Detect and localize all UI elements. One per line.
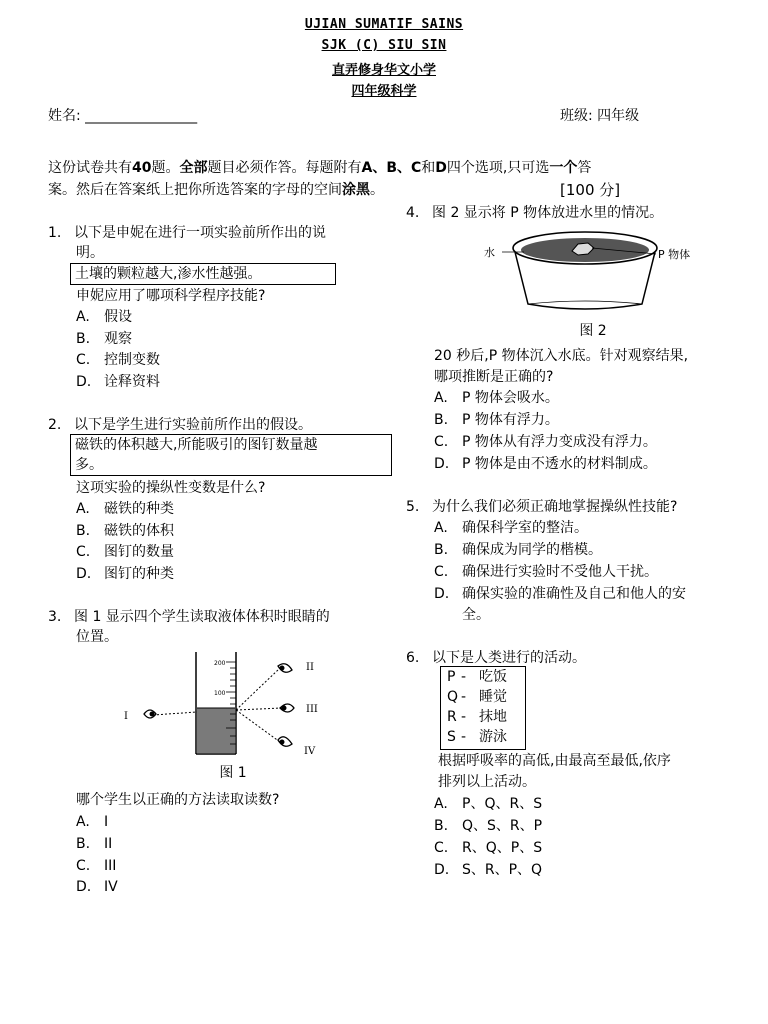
option-text: P 物体有浮力。 [462,412,559,428]
option-text: P 物体从有浮力变成没有浮力。 [462,434,657,450]
q1-option-b[interactable] [76,329,132,349]
instr-shade: 涂黑 [342,182,370,198]
instr-text: 案。然后在答案纸上把你所选答案的字母的空间 [48,182,342,198]
option-key: C. [434,564,449,580]
instr-all: 全部 [179,160,208,176]
option-key: D. [434,862,450,878]
instr-text: 这份试卷共有 [48,160,132,176]
school-name: SJK (C) SIU SIN [321,38,447,53]
question-number: 2. [48,417,62,433]
option-text: 图钉的种类 [104,566,174,582]
q3-option-d[interactable] [76,877,118,897]
option-text: 确保实验的准确性及自己和他人的安 [462,586,686,602]
option-key: A. [76,814,90,830]
q6-stem-text: 以下是人类进行的活动。 [432,650,586,666]
q1-question: 申妮应用了哪项科学程序技能? [76,288,266,304]
q5-option-d[interactable] [434,584,686,604]
q6-question-cont: 排列以上活动。 [438,774,536,790]
q2-stem [48,415,312,435]
q2-hypothesis-box [70,434,392,476]
tick-100: 100 [214,690,226,697]
option-text: I [104,814,109,830]
question-number: 3. [48,609,62,625]
option-text: 磁铁的体积 [104,523,174,539]
option-key: D. [76,374,92,390]
q2-box-line: 多。 [75,457,103,473]
q5-option-c[interactable] [434,562,658,582]
tick-200: 200 [214,660,226,667]
q4-question-cont: 哪项推断是正确的? [434,369,554,385]
option-text: 确保科学室的整洁。 [462,520,588,536]
activity-item [441,707,525,727]
q2-question: 这项实验的操纵性变数是什么? [76,480,266,496]
q1-option-c[interactable] [76,350,160,370]
option-text: 磁铁的种类 [104,501,174,517]
activity-item [441,667,525,687]
option-text: 确保成为同学的楷模。 [462,542,602,558]
option-text: P 物体是由不透水的材料制成。 [462,456,657,472]
q2-option-b[interactable] [76,521,174,541]
eye-label-iv: IV [304,746,316,757]
option-key: A. [76,309,90,325]
q4-option-b[interactable] [434,410,559,430]
figure-1-cylinder-diagram [118,648,328,760]
option-text: 诠释资料 [104,374,160,390]
activity-key: Q [447,689,459,705]
q1-stem [48,223,326,243]
q2-option-a[interactable] [76,499,174,519]
instr-count: 40 [132,160,152,176]
option-key: A. [76,501,90,517]
figure-2-basin-diagram [480,224,690,316]
eye-icon [280,704,294,712]
option-text: IV [104,879,118,895]
instr-option-d: D [435,160,447,176]
option-key: C. [76,352,91,368]
figure-1-caption: 图 1 [219,765,247,781]
figure-2-caption: 图 2 [579,323,607,339]
question-number: 6. [406,650,420,666]
q6-option-b[interactable] [434,816,542,836]
instr-text: 题目必须作答。每题附有 [207,160,362,176]
q3-option-b[interactable] [76,834,112,854]
q5-stem-text: 为什么我们必须正确地掌握操纵性技能? [432,499,678,515]
question-number: 5. [406,499,420,515]
option-text: Q、S、R、P [462,818,543,834]
q4-option-d[interactable] [434,454,657,474]
q3-option-a[interactable] [76,812,108,832]
q1-stem-cont: 明。 [76,245,104,261]
q4-option-c[interactable] [434,432,657,452]
option-key: C. [76,544,91,560]
instr-text: 。 [370,182,384,198]
name-label: 姓名: [48,108,81,124]
activity-key: S [447,729,456,745]
q5-option-b[interactable] [434,540,602,560]
activity-item [441,727,525,747]
instructions-line-2 [48,180,384,200]
name-blank: ________________ [85,108,198,124]
option-key: C. [76,858,91,874]
activity-text: 抹地 [479,709,507,725]
q2-option-c[interactable] [76,542,174,562]
option-text: 假设 [104,309,132,325]
q1-option-a[interactable] [76,307,132,327]
instr-text: 四个选项,只可选 [446,160,550,176]
class-label: 班级: 四年级 [560,108,640,124]
q6-question: 根据呼吸率的高低,由最高至最低,依序 [438,753,671,769]
grade-subject: 四年级科学 [351,84,417,99]
instr-options: A、B、C [361,160,422,176]
eye-label-ii: II [306,662,314,673]
total-marks: [100 分] [560,181,621,199]
question-number: 4. [406,205,420,221]
q5-option-d-cont: 全。 [462,607,490,623]
eye-icon [278,664,292,673]
option-text: R、Q、P、S [462,840,543,856]
q2-stem-text: 以下是学生进行实验前所作出的假设。 [74,417,312,433]
label-object-p: P 物体 [658,248,690,261]
option-key: D. [76,566,92,582]
label-water: 水 [484,246,495,259]
q5-option-a[interactable] [434,518,588,538]
option-key: B. [76,523,91,539]
option-key: D. [76,879,92,895]
q2-box-line: 磁铁的体积越大,所能吸引的图钉数量越 [75,437,318,453]
option-text: S、R、P、Q [462,862,543,878]
exam-title: UJIAN SUMATIF SAINS [304,17,464,32]
option-key: B. [434,818,449,834]
activity-dash: - [461,729,467,745]
option-key: A. [434,796,448,812]
eye-icon [278,737,292,746]
option-text: P 物体会吸水。 [462,390,559,406]
option-key: D. [434,586,450,602]
eye-icon [144,710,156,718]
instr-text: 答 [577,160,592,176]
option-key: B. [434,412,449,428]
option-key: B. [434,542,449,558]
option-key: A. [434,390,448,406]
q6-activity-box [440,666,526,750]
option-text: 图钉的数量 [104,544,174,560]
q1-option-d[interactable] [76,372,160,392]
activity-item [441,687,525,707]
activity-key: R [447,709,457,725]
instructions-line-1 [48,158,591,178]
q3-stem-cont: 位置。 [76,629,118,645]
school-name-chinese: 直弄修身华文小学 [331,63,436,78]
option-text: II [104,836,113,852]
q2-option-d[interactable] [76,564,174,584]
option-text: 控制变数 [104,352,160,368]
option-text: III [104,858,117,874]
option-text: 观察 [104,331,132,347]
option-text: 确保进行实验时不受他人干扰。 [462,564,658,580]
activity-text: 游泳 [479,729,507,745]
option-key: B. [76,331,91,347]
activity-key: P [447,669,456,685]
activity-dash: - [461,709,467,725]
option-key: C. [434,840,449,856]
q6-option-c[interactable] [434,838,542,858]
instr-text: 题。 [151,160,180,176]
option-key: C. [434,434,449,450]
option-text: P、Q、R、S [462,796,543,812]
option-key: B. [76,836,91,852]
option-key: A. [434,520,448,536]
q3-stem-text: 图 1 显示四个学生读取液体体积时眼睛的 [74,609,330,625]
activity-dash: - [461,689,467,705]
q1-statement-box: 土壤的颗粒越大,渗水性越强。 [70,263,336,285]
liquid [197,708,235,753]
q4-stem [406,203,663,223]
q1-stem-text: 以下是申妮在进行一项实验前所作出的说 [74,225,326,241]
activity-dash: - [461,669,467,685]
q3-question: 哪个学生以正确的方法读取读数? [76,792,280,808]
activity-text: 吃饭 [479,669,507,685]
q4-option-a[interactable] [434,388,559,408]
q4-question: 20 秒后,P 物体沉入水底。针对观察结果, [434,348,689,364]
q4-stem-text: 图 2 显示将 P 物体放进水里的情况。 [432,205,664,221]
eye-label-iii: III [306,704,318,715]
q3-stem [48,607,330,627]
q5-stem [406,497,677,517]
name-row [48,106,197,126]
option-key: D. [434,456,450,472]
instr-text: 和 [421,160,436,176]
q6-stem [406,648,586,668]
q6-option-d[interactable] [434,860,542,880]
q3-option-c[interactable] [76,856,116,876]
instr-one: 一个 [549,160,578,176]
q6-option-a[interactable] [434,794,542,814]
activity-text: 睡觉 [479,689,507,705]
eye-label-i: I [124,711,128,722]
question-number: 1. [48,225,62,241]
